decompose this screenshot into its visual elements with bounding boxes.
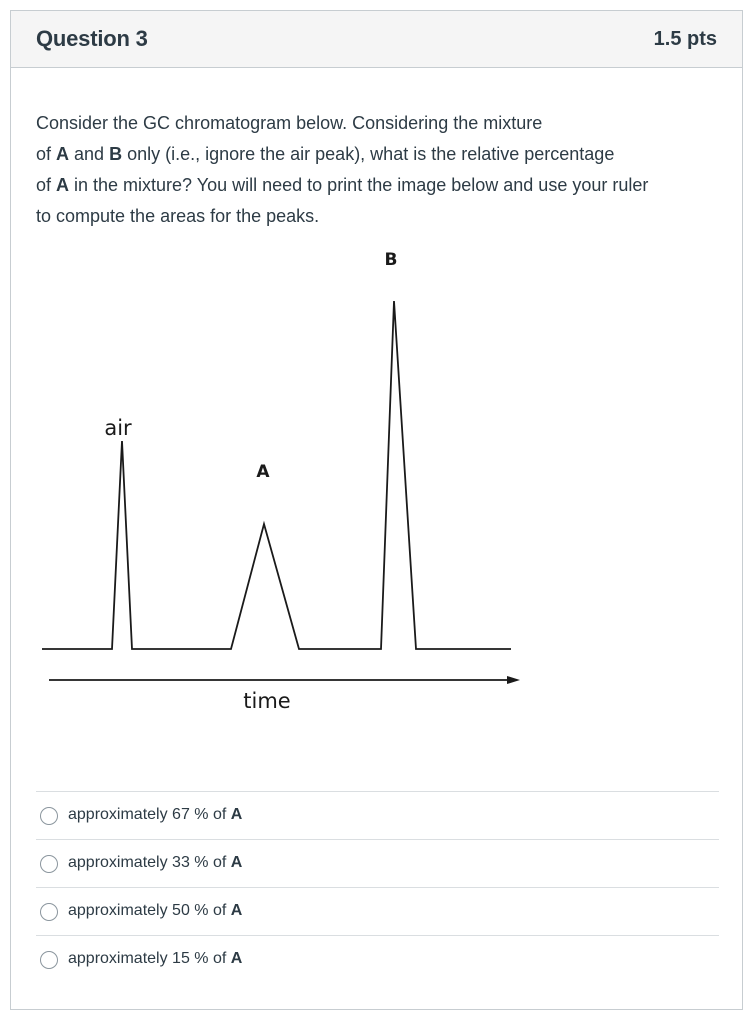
answer-label[interactable]: approximately 33 % of A bbox=[68, 854, 243, 871]
question-line-2: of A and B only (i.e., ignore the air peak), what is the relative percentage bbox=[36, 144, 615, 164]
question-line-1: Consider the GC chromatogram below. Considering the mixture bbox=[36, 113, 543, 133]
time-axis-arrowhead bbox=[507, 676, 520, 684]
answer-option[interactable] bbox=[36, 791, 719, 839]
radio-button[interactable] bbox=[40, 903, 58, 921]
answer-list bbox=[36, 791, 719, 983]
answer-option[interactable] bbox=[36, 887, 719, 935]
axis-label-time: time bbox=[243, 689, 291, 713]
peak-label-a: A bbox=[256, 462, 270, 482]
question-line-3: of A in the mixture? You will need to print the image below and use your ruler bbox=[36, 175, 649, 195]
compound-a-bold: A bbox=[56, 175, 70, 195]
question-title: Question 3 bbox=[36, 26, 148, 51]
answer-option[interactable] bbox=[36, 935, 719, 983]
answer-option[interactable] bbox=[36, 839, 719, 887]
radio-button[interactable] bbox=[40, 807, 58, 825]
peak-label-air: air bbox=[104, 416, 132, 440]
compound-b-bold: B bbox=[109, 144, 123, 164]
answer-label[interactable]: approximately 50 % of A bbox=[68, 902, 243, 919]
chromatogram-trace bbox=[42, 301, 511, 649]
answer-label[interactable]: approximately 67 % of A bbox=[68, 806, 243, 823]
compound-a-bold: A bbox=[56, 144, 70, 164]
peak-label-b: B bbox=[384, 250, 398, 270]
answer-label[interactable]: approximately 15 % of A bbox=[68, 950, 243, 967]
gc-chromatogram bbox=[11, 11, 744, 791]
question-line-4: to compute the areas for the peaks. bbox=[36, 206, 320, 226]
radio-button[interactable] bbox=[40, 855, 58, 873]
radio-button[interactable] bbox=[40, 951, 58, 969]
question-points: 1.5 pts bbox=[653, 28, 717, 50]
question-card bbox=[10, 10, 743, 1010]
